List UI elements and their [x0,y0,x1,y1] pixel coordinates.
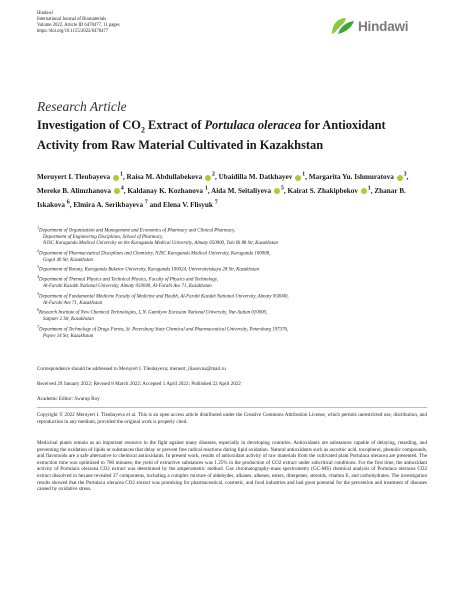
affiliation-text: Satpaev 2 Str, Kazakhstan [43,317,94,323]
affiliation-item [37,264,427,274]
orcid-icon[interactable] [114,188,120,194]
article-type: Research Article [37,99,127,114]
author: Margarita Yu. Ishmuratova $^3$, [308,172,409,182]
author-name[interactable]: Margarita Yu. Ishmuratova [308,173,396,182]
orcid-icon[interactable] [397,175,403,181]
affiliation-line [37,274,427,284]
affiliation-text: Al-Farabi Ave 71, Kazakhstan [43,300,103,306]
author-name[interactable]: Raisa M. Abdullabekova [126,173,205,182]
volume-info: Volume 2022, Article ID 6478477, 11 pages [37,23,120,29]
affiliation-text: Department of Organization and Management and Economics of Pharmacy and Clinical Pharmacy, [39,228,236,234]
orcid-icon[interactable] [295,175,301,181]
title-species: Portulaca oleracea [204,118,302,132]
affiliation-marker: 1 [204,185,208,192]
affiliation-line [37,291,427,301]
affiliation-number: 4 [37,274,40,280]
affiliation-marker: 1 [302,172,306,178]
affiliation-text: Research Institute of New Chemical Technologies, L.N. Gumilyov Eurasian National University, Nur-Sultan 010000, [39,310,268,316]
author-name[interactable]: Elmira A. Serikbayeva [73,200,145,209]
affiliation-text: Department of Pharmaceutical Disciplines and Chemistry, NJSC Karaganda Medical University, Karaganda 100008, [39,251,271,257]
affiliation-line [37,324,427,334]
title-part: for Antioxidant Activity from Raw Material Cultivated in Kazakhstan [37,118,386,152]
hindawi-leaf-icon [330,16,356,36]
affiliation-line [37,307,427,317]
author-name[interactable]: Zhanar B. Iskakova [37,186,406,209]
orcid-icon[interactable] [361,188,367,194]
affiliation-text: NJSC Karaganda Medical University on the Karaganda Medical University, Almaty 050000, Tole Bi 88 Str, Kazakhstan [43,241,279,247]
author-name[interactable]: Meruyert I. Tleubayeva [37,173,112,182]
correspondence-note: Correspondence should be addressed to Meruyert I. Tleubayeva; meruert_iliasovna@mail.ru [37,366,226,372]
author: Zhanar B. Iskakova $^6$, [37,186,406,209]
affiliation-item [37,274,427,290]
affiliation-marker: 1 [367,185,371,192]
affiliation-text: Department of Thermal Physics and Technical Physics, Faculty of Physics and Technology, [39,277,218,283]
affiliation-number: 6 [37,307,40,313]
affiliation-item [37,307,427,323]
affiliation-marker: 2 [212,172,216,178]
author: Raisa M. Abdullabekova $^2$, [126,172,219,182]
affiliation-line [37,225,427,235]
orcid-icon[interactable] [113,175,119,181]
author: Kairat S. Zhakipbekov $^1$, [287,185,375,195]
author: Aida M. Seitaliyeva $^5$, [211,185,288,195]
section-divider [37,407,427,408]
affiliation-marker: 5 [280,185,284,192]
article-title [37,118,417,153]
author: Meruyert I. Tleubayeva $^1$, [37,172,127,182]
affiliation-item [37,291,427,307]
hindawi-logo [330,16,408,36]
affiliation-text: Al-Farabi Kazakh National University, Almaty 050040, Al-Farabi Ave 71, Kazakhstan [43,284,212,290]
affiliation-marker: 4 [120,185,124,192]
affiliation-text: Gogol 40 Str, Kazakhstan [43,257,93,263]
affiliation-marker: 6 [66,199,70,206]
affiliation-text: Department of Technology of Drugs Forms, St. Petersburg State Chemical and Pharmaceutical University, Petersburg 197376, [39,327,289,333]
author: Kaldanay K. Kozhanova $^1$, [127,185,212,195]
affiliation-text: Department of Engineering Disciplines, School of Pharmacy, [43,235,164,241]
affiliation-item [37,225,427,248]
orcid-icon[interactable] [274,188,280,194]
affiliation-marker: 7 [144,199,148,206]
author-name[interactable]: Mereke B. Alimzhanova [37,186,113,195]
author-name[interactable]: Aida M. Seitaliyeva [211,186,273,195]
affiliation-text: Department of Fundamental Medicine Faculty of Medicine and Health, Al-Farabi Kazakh National University, Almaty 050040, [39,294,289,300]
affiliation-text: Popov 14 Str, Kazakhstan [43,333,94,339]
logo-wordmark: Hindawi [358,18,409,34]
author: Mereke B. Alimzhanova $^4$, [37,185,128,195]
affiliation-text: Department of Botany, Karaganda Buketov University, Karaganda 100024, Universitetskaya 28 Str, Kazakhstan [39,267,259,273]
author [73,201,149,209]
affiliation-line [37,334,427,340]
author-name[interactable]: Ubaidilla M. Datkhayev [218,173,295,182]
affiliation-number: 1 [37,225,40,230]
affiliation-item [37,248,427,264]
affiliation-marker: 7 [214,199,218,206]
affiliation-number: 2 [37,247,40,253]
affiliation-item [37,324,427,340]
author-conjunction: and [149,200,164,209]
affiliation-list [37,225,427,340]
affiliation-number: 3 [37,264,40,270]
title-part: Investigation of CO [37,118,141,132]
author: Ubaidilla M. Datkhayev $^1$, [218,172,309,182]
orcid-icon[interactable] [205,175,211,181]
journal-masthead [37,11,287,35]
title-subscript: 2 [140,125,145,135]
publication-dates: Received 29 January 2022; Revised 8 March 2022; Accepted 1 April 2022; Published 22 April 2022 [37,381,241,387]
publisher-name: Hindawi [37,11,54,16]
copyright-notice: Copyright © 2022 Meruyert I. Tleubayeva et al. This is an open access article distributed under the Creative Commons Attribution License, which permits unrestricted use, distribution, and reproduction in any medium, provided the original work is properly cited. [37,412,427,425]
affiliation-marker: 1 [119,172,123,178]
academic-editor: Academic Editor: Swarup Roy [37,396,100,402]
affiliation-marker: 3 [403,172,407,178]
affiliation-number: 5 [37,290,40,296]
author [150,201,218,209]
author-list [37,170,417,211]
affiliation-line [37,264,427,274]
author-name[interactable]: Kairat S. Zhakipbekov [287,186,360,195]
abstract-text: Medicinal plants remain as an important resource in the fight against many diseases, especially in developing countries. Antioxidants are substances capable of delaying, retarding, and preventing the oxidation of lipids or substances that delay or prevent free radical reactions during lipid oxidation. Natural antioxidants such as ascorbic acid, tocopherol, phenolic compounds, and flavonoids are a safe alternative to chemical antioxidants. In present work, results of antioxidant activity of raw materials from the cultivated plant Portulaca oleracea are presented. The extraction time was optimized to 780 minutes; the yield of extractive substances was 1.25% in the production of CO2 extract under subcritical conditions. For the first time, the antioxidant activity of Portulaca oleracea CO2 extract was determined by the amperometric method. Gas chromatography-mass spectrometry (GC-MS) chemical analysis of Portulaca oleracea CO2 extract dissolved in hexane revealed 37 components, including a complex mixture of aldehydes, alkanes, alkenes, esters, diterpenes, steroids, vitamin E, and carbohydrates. The investigation results showed that the Portulaca oleracea CO2 extract was promising for pharmaceutical, cosmetic, and food industries and had great potential for the prevention and treatment of diseases caused by oxidative stress. [37,440,427,493]
author-name[interactable]: Elena V. Flisyuk [163,200,215,209]
journal-name: International Journal of Biomaterials [37,17,107,23]
author-name[interactable]: Kaldanay K. Kozhanova [127,186,205,195]
doi-link[interactable]: https://doi.org/10.1155/2022/6478477 [37,29,109,35]
affiliation-number: 7 [37,323,40,329]
affiliation-line [37,248,427,258]
title-part: Extract of [144,118,205,132]
